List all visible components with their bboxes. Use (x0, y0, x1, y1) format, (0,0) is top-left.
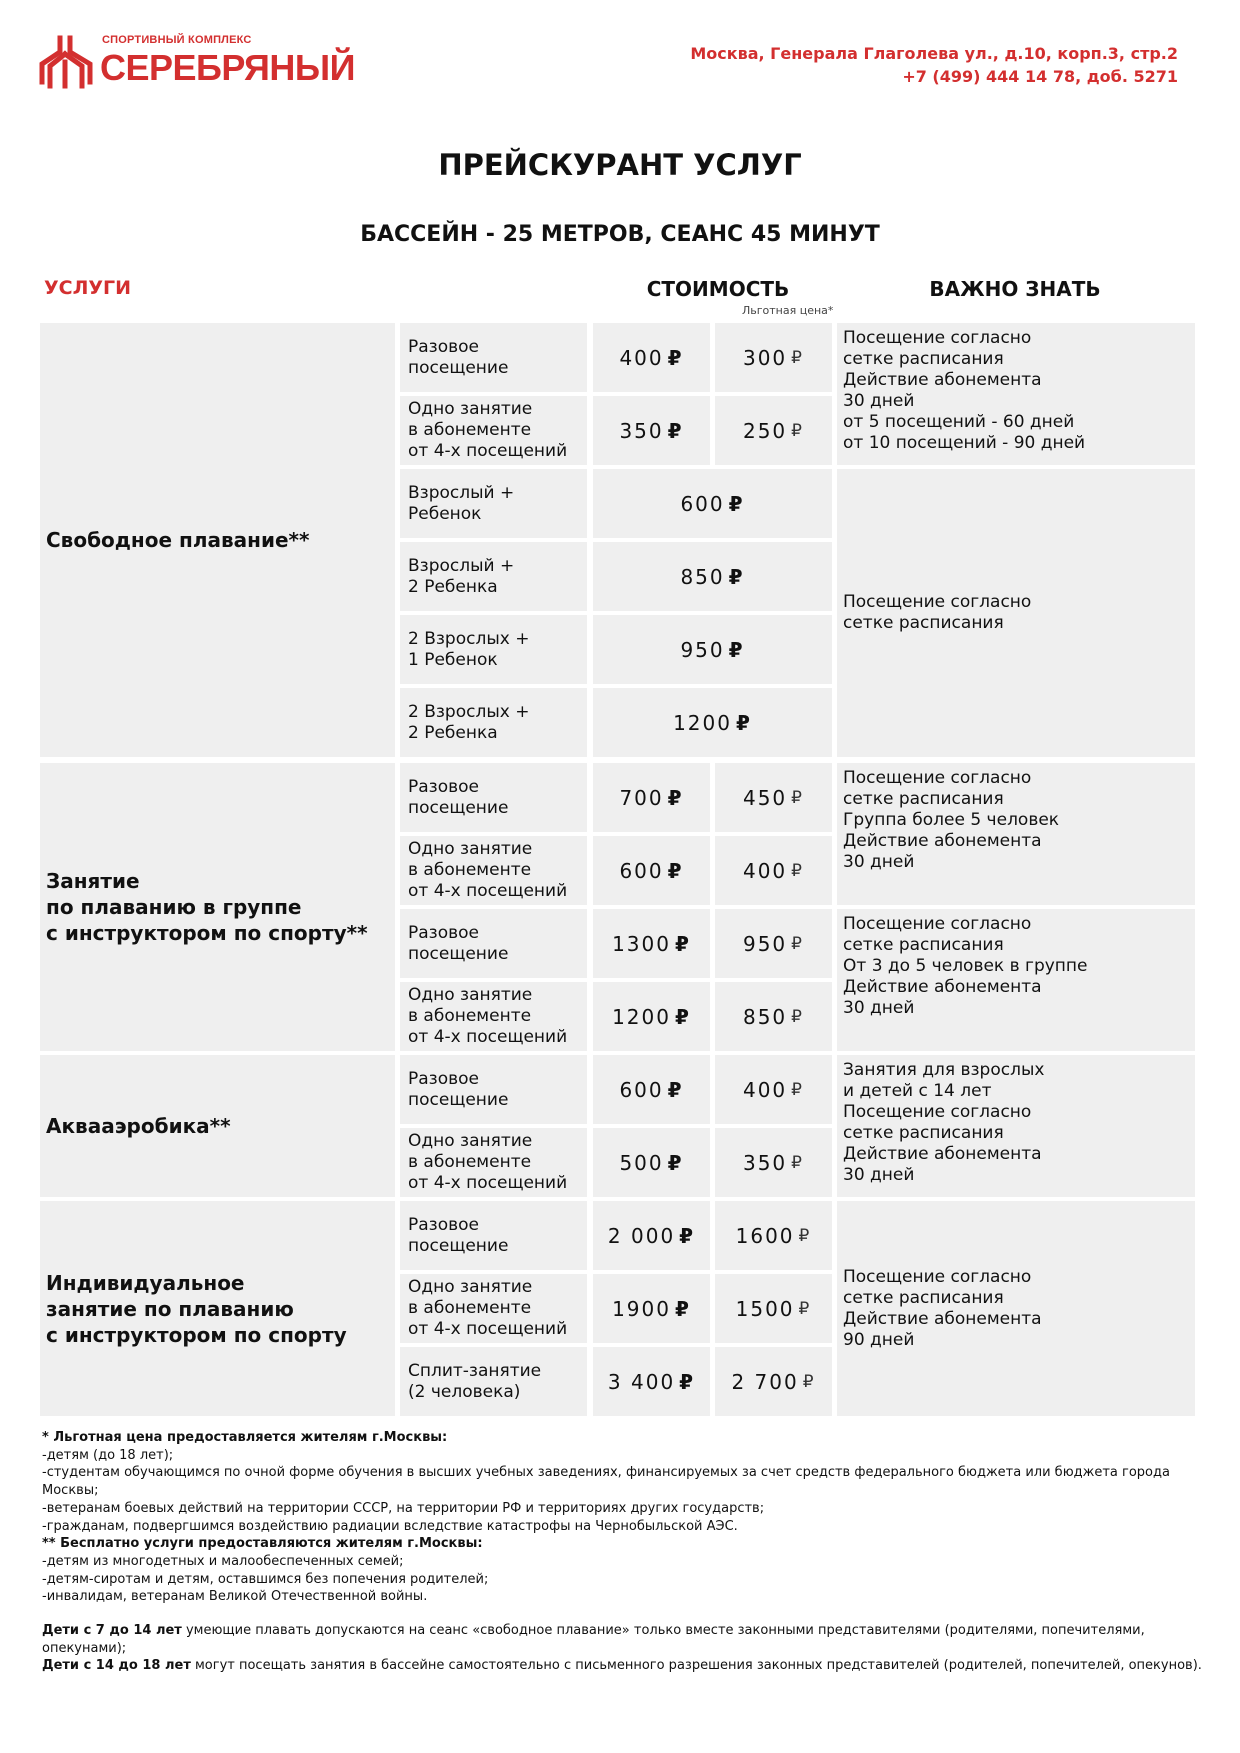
price-cell (593, 542, 832, 611)
price-cell (593, 469, 832, 538)
ruble-sign: ₽ (798, 1298, 812, 1319)
ruble-sign: ₽ (791, 1006, 804, 1027)
service-name: Разовое посещение (400, 1055, 587, 1124)
price-cell (593, 763, 710, 832)
discount-price-cell (715, 1128, 832, 1197)
ruble-sign: ₽ (791, 420, 804, 441)
discount-price-cell (715, 1274, 832, 1343)
kids-14-18-note (42, 1657, 1202, 1675)
page-subtitle: БАССЕЙН - 25 МЕТРОВ, СЕАНС 45 МИНУТ (360, 222, 880, 247)
section-name: Индивидуальное занятие по плаванию с инструктором по спорту (40, 1201, 395, 1416)
ruble-sign: ₽ (679, 1223, 696, 1248)
ruble-sign: ₽ (798, 1225, 812, 1246)
contact-block (690, 42, 1178, 88)
logo-big-text: СЕРЕБРЯНЫЙ (100, 47, 356, 88)
price-cell (593, 1201, 710, 1270)
discount-price-cell (715, 1201, 832, 1270)
column-header-cost: СТОИМОСТЬ (646, 277, 790, 301)
service-name: Разовое посещение (400, 323, 587, 392)
ruble-sign: ₽ (791, 933, 804, 954)
important-note: Посещение согласно сетке расписания От 3 до 5 человек в группе Действие абонемента 30 дней (837, 909, 1195, 1051)
price-cell (593, 1128, 710, 1197)
price-cell-value: 3 400 (607, 1369, 676, 1394)
price-cell-value: 850 (680, 564, 725, 589)
important-note: Посещение согласно сетке расписания Группа более 5 человек Действие абонемента 30 дней (837, 763, 1195, 905)
service-name: 2 Взрослых + 1 Ребенок (400, 615, 587, 684)
discount-price-cell-value: 350 (742, 1150, 788, 1175)
ruble-sign: ₽ (728, 491, 745, 516)
discount-price-cell (715, 396, 832, 465)
price-cell (593, 836, 710, 905)
ruble-sign: ₽ (791, 1152, 804, 1173)
section-name: Свободное плавание** (40, 323, 395, 757)
price-cell (593, 982, 710, 1051)
service-name: Одно занятие в абонементе от 4-х посещений (400, 982, 587, 1051)
ruble-sign: ₽ (791, 860, 804, 881)
logo (38, 30, 356, 94)
ruble-sign: ₽ (728, 564, 745, 589)
logo-small-text: СПОРТИВНЫЙ КОМПЛЕКС (102, 34, 252, 46)
discount-price-cell-value: 400 (742, 858, 788, 883)
discount-price-cell (715, 1347, 832, 1416)
footnote-item: -гражданам, подвергшимся воздействию радиации вследствие катастрофы на Чернобыльской АЭС. (42, 1518, 738, 1534)
service-name: Одно занятие в абонементе от 4-х посещений (400, 1274, 587, 1343)
ruble-sign: ₽ (802, 1371, 816, 1392)
price-cell-value: 600 (619, 1077, 664, 1102)
discount-price-cell (715, 323, 832, 392)
important-note: Занятия для взрослых и детей с 14 лет Посещение согласно сетке расписания Действие абонемента 30 дней (837, 1055, 1195, 1197)
ruble-sign: ₽ (674, 1004, 691, 1029)
kids-7-14-label: Дети с 7 до 14 лет (42, 1623, 182, 1639)
discount-price-cell (715, 1055, 832, 1124)
discount-price-cell-value: 400 (742, 1077, 788, 1102)
discount-price-cell-value: 450 (742, 785, 788, 810)
ruble-sign: ₽ (791, 347, 804, 368)
price-cell (593, 909, 710, 978)
footnote-item: -инвалидам, ветеранам Великой Отечественной войны. (42, 1589, 428, 1605)
ruble-sign: ₽ (791, 787, 804, 808)
ruble-sign: ₽ (667, 858, 684, 883)
ruble-sign: ₽ (667, 1150, 684, 1175)
service-name: Одно занятие в абонементе от 4-х посещений (400, 836, 587, 905)
service-name: Разовое посещение (400, 909, 587, 978)
footnotes (42, 1429, 1202, 1675)
service-name: Взрослый + Ребенок (400, 469, 587, 538)
address-text: Москва, Генерала Глаголева ул., д.10, корп.3, стр.2 (690, 44, 1178, 63)
footnote-discount-title: * Льготная цена предоставляется жителям г.Москвы: (42, 1430, 448, 1445)
price-cell-value: 400 (619, 345, 664, 370)
discount-price-cell-value: 1600 (735, 1223, 795, 1248)
price-cell-value: 600 (680, 491, 725, 516)
service-name: Сплит-занятие (2 человека) (400, 1347, 587, 1416)
kids-14-18-text: могут посещать занятия в бассейне самостоятельно с письменного разрешения законных представителей (родителей, попечителей, опекунов). (190, 1658, 1202, 1674)
service-name: Разовое посещение (400, 763, 587, 832)
ruble-sign: ₽ (667, 1077, 684, 1102)
logo-emblem-icon (38, 34, 96, 90)
discount-price-cell-value: 850 (742, 1004, 788, 1029)
service-name: Взрослый + 2 Ребенка (400, 542, 587, 611)
footnote-item: -детям из многодетных и малообеспеченных семей; (42, 1553, 404, 1569)
kids-14-18-label: Дети с 14 до 18 лет (42, 1658, 191, 1674)
discount-price-cell-value: 950 (742, 931, 788, 956)
kids-7-14-text: умеющие плавать допускаются на сеанс «свободное плавание» только вместе законными представителями (родителями, попечителями, опекунами); (42, 1623, 1145, 1656)
price-cell-value: 2 000 (607, 1223, 676, 1248)
discount-price-cell-value: 250 (742, 418, 788, 443)
discount-price-cell (715, 763, 832, 832)
discount-price-cell-value: 1500 (735, 1296, 795, 1321)
discount-price-cell (715, 909, 832, 978)
price-cell-value: 1200 (673, 710, 732, 735)
column-header-discount: Льготная цена* (742, 304, 834, 317)
ruble-sign: ₽ (735, 710, 752, 735)
ruble-sign: ₽ (674, 1296, 691, 1321)
discount-price-cell-value: 2 700 (731, 1369, 799, 1394)
service-name: Одно занятие в абонементе от 4-х посещений (400, 396, 587, 465)
column-header-important: ВАЖНО ЗНАТЬ (929, 277, 1101, 301)
footnote-item: -детям (до 18 лет); (42, 1447, 174, 1463)
footnote-item: -ветеранам боевых действий на территории СССР, на территории РФ и территориях других государств; (42, 1500, 765, 1516)
service-name: 2 Взрослых + 2 Ребенка (400, 688, 587, 757)
price-cell (593, 615, 832, 684)
price-cell-value: 500 (619, 1150, 664, 1175)
price-cell-value: 600 (619, 858, 664, 883)
price-cell (593, 688, 832, 757)
ruble-sign: ₽ (791, 1079, 804, 1100)
section-name: Занятие по плаванию в группе с инструктором по спорту** (40, 763, 395, 1051)
discount-price-cell (715, 836, 832, 905)
important-note: Посещение согласно сетке расписания Действие абонемента 30 дней от 5 посещений - 60 дней от 10 посещений - 90 дней (837, 323, 1195, 465)
ruble-sign: ₽ (728, 637, 745, 662)
column-header-services: УСЛУГИ (44, 277, 132, 299)
section-name: Аквааэробика** (40, 1055, 395, 1197)
service-name: Одно занятие в абонементе от 4-х посещений (400, 1128, 587, 1197)
important-note: Посещение согласно сетке расписания Действие абонемента 90 дней (837, 1201, 1195, 1416)
discount-price-cell-value: 300 (742, 345, 788, 370)
page-title: ПРЕЙСКУРАНТ УСЛУГ (438, 148, 802, 182)
ruble-sign: ₽ (667, 345, 684, 370)
price-cell-value: 350 (619, 418, 664, 443)
price-cell-value: 1300 (612, 931, 671, 956)
phone-text: +7 (499) 444 14 78, доб. 5271 (902, 67, 1178, 86)
kids-7-14-note (42, 1622, 1202, 1657)
ruble-sign: ₽ (667, 785, 684, 810)
important-note: Посещение согласно сетке расписания (837, 469, 1195, 757)
price-cell (593, 323, 710, 392)
price-cell (593, 1274, 710, 1343)
price-cell-value: 950 (680, 637, 725, 662)
footnote-item: -студентам обучающимся по очной форме обучения в высших учебных заведениях, финансируемых за счет средств федерального бюджета или бюджета города Москвы; (42, 1465, 1170, 1499)
ruble-sign: ₽ (679, 1369, 696, 1394)
footnote-item: -детям-сиротам и детям, оставшимся без попечения родителей; (42, 1571, 489, 1587)
service-name: Разовое посещение (400, 1201, 587, 1270)
price-cell-value: 1200 (612, 1004, 671, 1029)
price-cell-value: 1900 (612, 1296, 671, 1321)
footnote-free-title: ** Бесплатно услуги предоставляются жителям г.Москвы: (42, 1536, 483, 1552)
ruble-sign: ₽ (667, 418, 684, 443)
price-cell-value: 700 (619, 785, 664, 810)
ruble-sign: ₽ (674, 931, 691, 956)
price-cell (593, 396, 710, 465)
discount-price-cell (715, 982, 832, 1051)
price-cell (593, 1055, 710, 1124)
price-cell (593, 1347, 710, 1416)
